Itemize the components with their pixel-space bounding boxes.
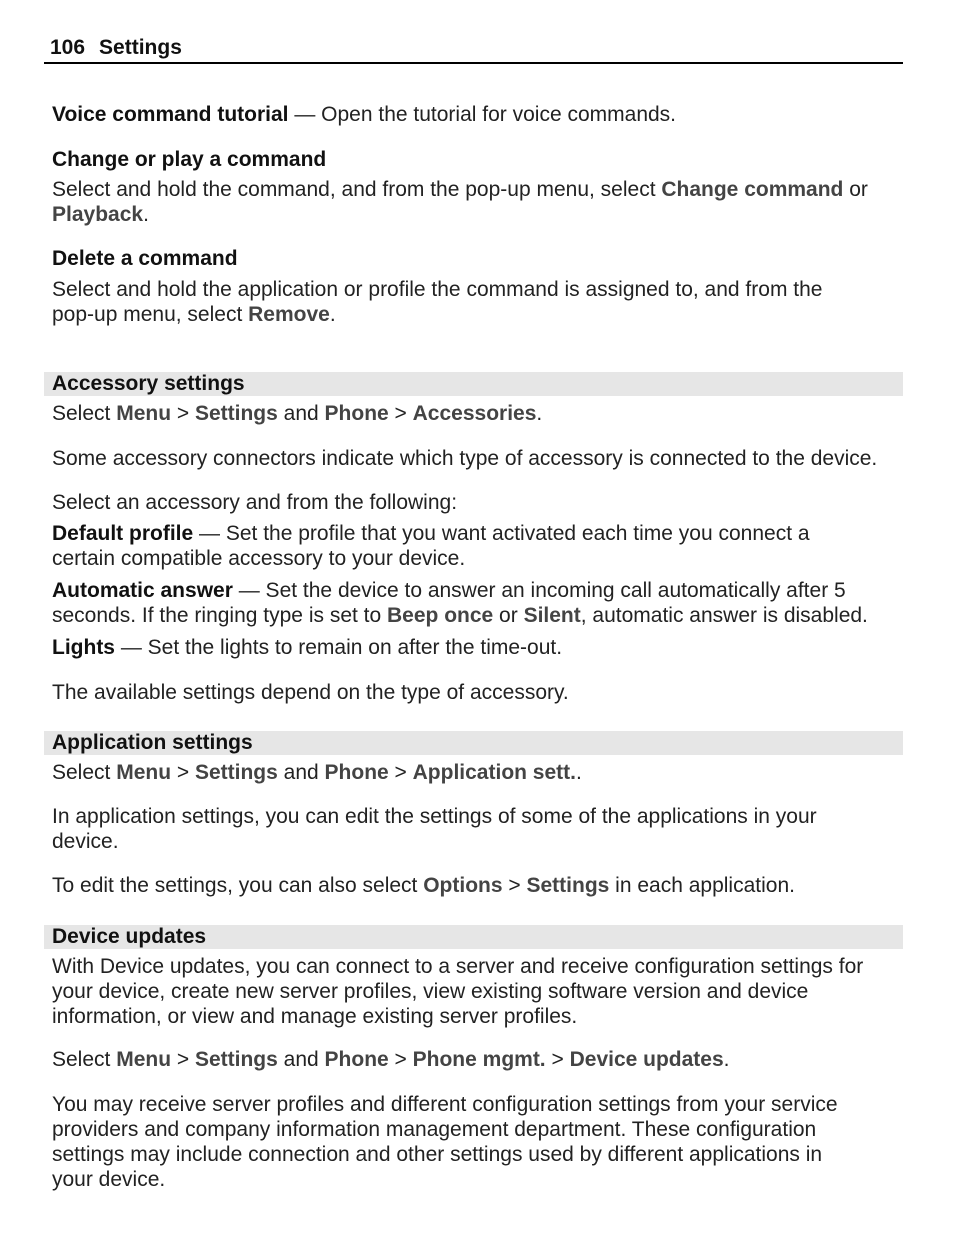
text-fragment: . bbox=[329, 303, 336, 326]
text-fragment: With Device updates, you can connect to a server and receive configuration settings for bbox=[52, 955, 864, 978]
text-fragment: To edit the settings, you can also select bbox=[52, 874, 424, 897]
term-automatic-answer: Automatic answer bbox=[52, 579, 233, 602]
section-heading-accessory bbox=[44, 372, 903, 396]
text-fragment: You may receive server profiles and different configuration settings from your service bbox=[52, 1093, 838, 1116]
ui-settings: Settings bbox=[194, 761, 278, 784]
accessory-para-3: The available settings depend on the type of accessory. bbox=[52, 681, 569, 704]
automatic-answer-entry bbox=[52, 578, 900, 628]
path-separator: > bbox=[171, 761, 195, 784]
text-fragment: — Set the device to answer an incoming call automatically after 5 bbox=[232, 579, 846, 602]
change-command-title: Change or play a command bbox=[52, 148, 327, 171]
path-separator: > bbox=[502, 874, 527, 897]
ui-remove: Remove bbox=[248, 303, 330, 326]
text-fragment: device. bbox=[52, 830, 119, 853]
default-profile-entry bbox=[52, 521, 900, 571]
text-fragment: . bbox=[143, 203, 149, 226]
change-command-text bbox=[52, 177, 900, 227]
accessory-path bbox=[52, 401, 900, 426]
ui-menu: Menu bbox=[116, 761, 172, 784]
ui-settings: Settings bbox=[194, 402, 278, 425]
text-fragment: or bbox=[843, 178, 868, 201]
ui-settings: Settings bbox=[526, 874, 610, 897]
text-fragment: Select and hold the application or profile the command is assigned to, and from the bbox=[52, 278, 823, 301]
term-voice-tutorial: Voice command tutorial bbox=[52, 103, 289, 126]
desc-voice-tutorial: — Open the tutorial for voice commands. bbox=[288, 103, 677, 126]
section-heading-text: Accessory settings bbox=[52, 372, 245, 395]
application-path bbox=[52, 760, 900, 785]
text-fragment: and bbox=[277, 1048, 325, 1071]
ui-menu: Menu bbox=[116, 402, 172, 425]
path-separator: > bbox=[545, 1048, 570, 1071]
section-heading-application bbox=[44, 731, 903, 755]
ui-menu: Menu bbox=[116, 1048, 172, 1071]
delete-command-text bbox=[52, 277, 900, 327]
text-fragment: Select bbox=[52, 402, 117, 425]
text-fragment: your device. bbox=[52, 1168, 166, 1191]
voice-tutorial-entry bbox=[52, 102, 900, 127]
application-para-1 bbox=[52, 804, 900, 854]
text-fragment: Select bbox=[52, 1048, 117, 1071]
text-fragment: In application settings, you can edit the settings of some of the applications in your bbox=[52, 805, 817, 828]
path-separator: > bbox=[388, 1048, 413, 1071]
chapter-title: Settings bbox=[99, 36, 182, 59]
ui-phone: Phone bbox=[324, 761, 389, 784]
ui-phone: Phone bbox=[324, 402, 389, 425]
text-fragment: in each application. bbox=[609, 874, 795, 897]
text-fragment: — Set the profile that you want activated each time you connect a bbox=[193, 522, 810, 545]
term-default-profile: Default profile bbox=[52, 522, 194, 545]
ui-phone-mgmt: Phone mgmt. bbox=[412, 1048, 546, 1071]
ui-application-sett: Application sett. bbox=[412, 761, 576, 784]
text-fragment: . bbox=[723, 1048, 730, 1071]
page-header bbox=[44, 34, 903, 64]
text-fragment: providers and company information management department. These configuration bbox=[52, 1118, 817, 1141]
device-updates-para-1 bbox=[52, 954, 900, 1029]
text-fragment: certain compatible accessory to your device. bbox=[52, 547, 466, 570]
ui-phone: Phone bbox=[324, 1048, 389, 1071]
text-fragment: and bbox=[277, 761, 325, 784]
page-number: 106 bbox=[50, 36, 86, 59]
ui-beep-once: Beep once bbox=[387, 604, 494, 627]
text-fragment: settings may include connection and other settings used by different applications in bbox=[52, 1143, 823, 1166]
delete-command-title: Delete a command bbox=[52, 247, 238, 270]
text-fragment: seconds. If the ringing type is set to bbox=[52, 604, 388, 627]
text-fragment: , automatic answer is disabled. bbox=[580, 604, 868, 627]
text-fragment: pop-up menu, select bbox=[52, 303, 249, 326]
text-fragment: — Set the lights to remain on after the time-out. bbox=[115, 636, 563, 659]
ui-options: Options bbox=[423, 874, 503, 897]
section-heading-text: Application settings bbox=[52, 731, 253, 754]
lights-entry bbox=[52, 635, 900, 660]
device-updates-path bbox=[52, 1047, 900, 1072]
section-heading-text: Device updates bbox=[52, 925, 207, 948]
path-separator: > bbox=[171, 1048, 195, 1071]
device-updates-para-2 bbox=[52, 1092, 900, 1192]
ui-silent: Silent bbox=[523, 604, 581, 627]
accessory-para-2: Select an accessory and from the following: bbox=[52, 491, 458, 514]
section-heading-device-updates bbox=[44, 925, 903, 949]
path-separator: > bbox=[171, 402, 195, 425]
path-separator: > bbox=[388, 402, 413, 425]
text-fragment: Select bbox=[52, 761, 117, 784]
accessory-para-1: Some accessory connectors indicate which type of accessory is connected to the device. bbox=[52, 447, 878, 470]
ui-change-command: Change command bbox=[661, 178, 844, 201]
text-fragment: or bbox=[493, 604, 524, 627]
ui-playback: Playback bbox=[52, 203, 144, 226]
text-fragment: and bbox=[277, 402, 325, 425]
ui-accessories: Accessories bbox=[412, 402, 537, 425]
term-lights: Lights bbox=[52, 636, 115, 659]
ui-settings: Settings bbox=[194, 1048, 278, 1071]
ui-device-updates: Device updates bbox=[569, 1048, 724, 1071]
path-separator: > bbox=[388, 761, 413, 784]
text-fragment: . bbox=[536, 402, 543, 425]
text-fragment: . bbox=[576, 761, 582, 784]
text-fragment: Select and hold the command, and from the pop-up menu, select bbox=[52, 178, 662, 201]
application-para-2 bbox=[52, 873, 900, 898]
text-fragment: your device, create new server profiles, view existing software version and device bbox=[52, 980, 809, 1003]
text-fragment: information, or view and manage existing server profiles. bbox=[52, 1005, 578, 1028]
